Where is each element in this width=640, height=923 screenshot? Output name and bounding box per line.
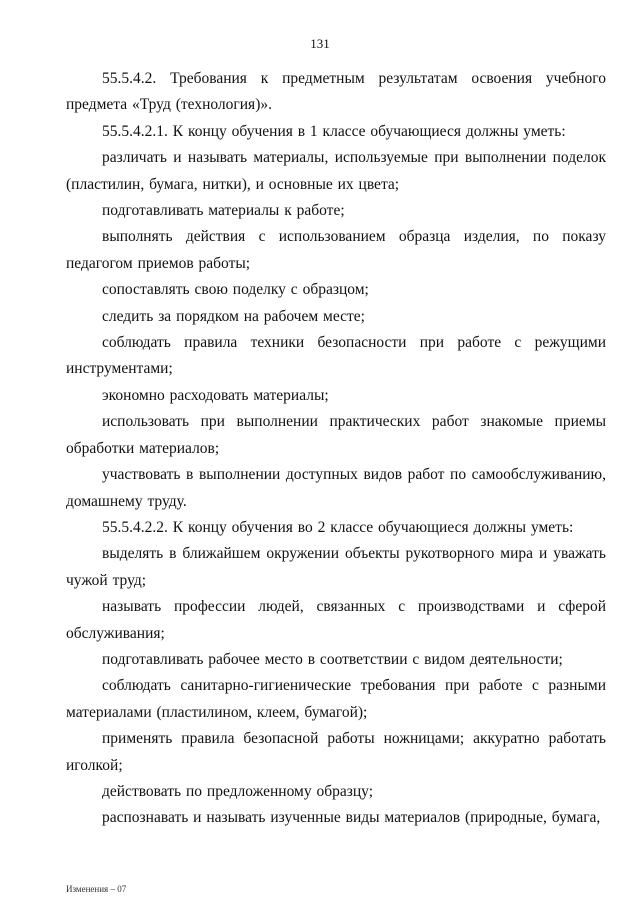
list-paragraph: экономно расходовать материалы;: [102, 386, 329, 404]
list-paragraph: действовать по предложенному образцу;: [102, 782, 374, 800]
page-number: 131: [310, 36, 330, 51]
list-paragraph: соблюдать правила техники безопасности при работе с режущими инструментами;: [66, 334, 606, 378]
list-paragraph: использовать при выполнении практических работ знакомые приемы обработки материалов;: [66, 413, 606, 457]
document-body: [66, 66, 606, 832]
list-paragraph: соблюдать санитарно-гигиенические требования при работе с разными материалами (пластилином, клеем, бумагой);: [66, 677, 606, 721]
list-paragraph: применять правила безопасной работы ножницами; аккуратно работать иголкой;: [66, 730, 606, 774]
list-paragraph: подготавливать материалы к работе;: [102, 202, 345, 220]
list-paragraph: называть профессии людей, связанных с производствами и сферой обслуживания;: [66, 598, 606, 642]
section-heading-paragraph: 55.5.4.2. Требования к предметным результатам освоения учебного предмета «Труд (технология)».: [66, 70, 606, 114]
footer-note: Изменения – 07: [66, 884, 127, 894]
list-paragraph: выполнять действия с использованием образца изделия, по показу педагогом приемов работы;: [66, 228, 606, 272]
list-paragraph: выделять в ближайшем окружении объекты рукотворного мира и уважать чужой труд;: [66, 545, 606, 589]
list-paragraph: сопоставлять свою поделку с образцом;: [102, 281, 369, 299]
subsection-paragraph-grade-2: 55.5.4.2.2. К концу обучения во 2 классе обучающиеся должны уметь:: [102, 518, 574, 536]
list-paragraph: следить за порядком на рабочем месте;: [102, 307, 365, 325]
list-paragraph: подготавливать рабочее место в соответствии с видом деятельности;: [102, 650, 563, 668]
list-paragraph: различать и называть материалы, используемые при выполнении поделок (пластилин, бумага, нитки), и основные их цвета;: [66, 149, 606, 193]
subsection-paragraph-grade-1: 55.5.4.2.1. К концу обучения в 1 классе обучающиеся должны уметь:: [102, 122, 566, 140]
list-paragraph: участвовать в выполнении доступных видов работ по самообслуживанию, домашнему труду.: [66, 466, 606, 510]
list-paragraph: распознавать и называть изученные виды материалов (природные, бумага,: [102, 809, 601, 827]
